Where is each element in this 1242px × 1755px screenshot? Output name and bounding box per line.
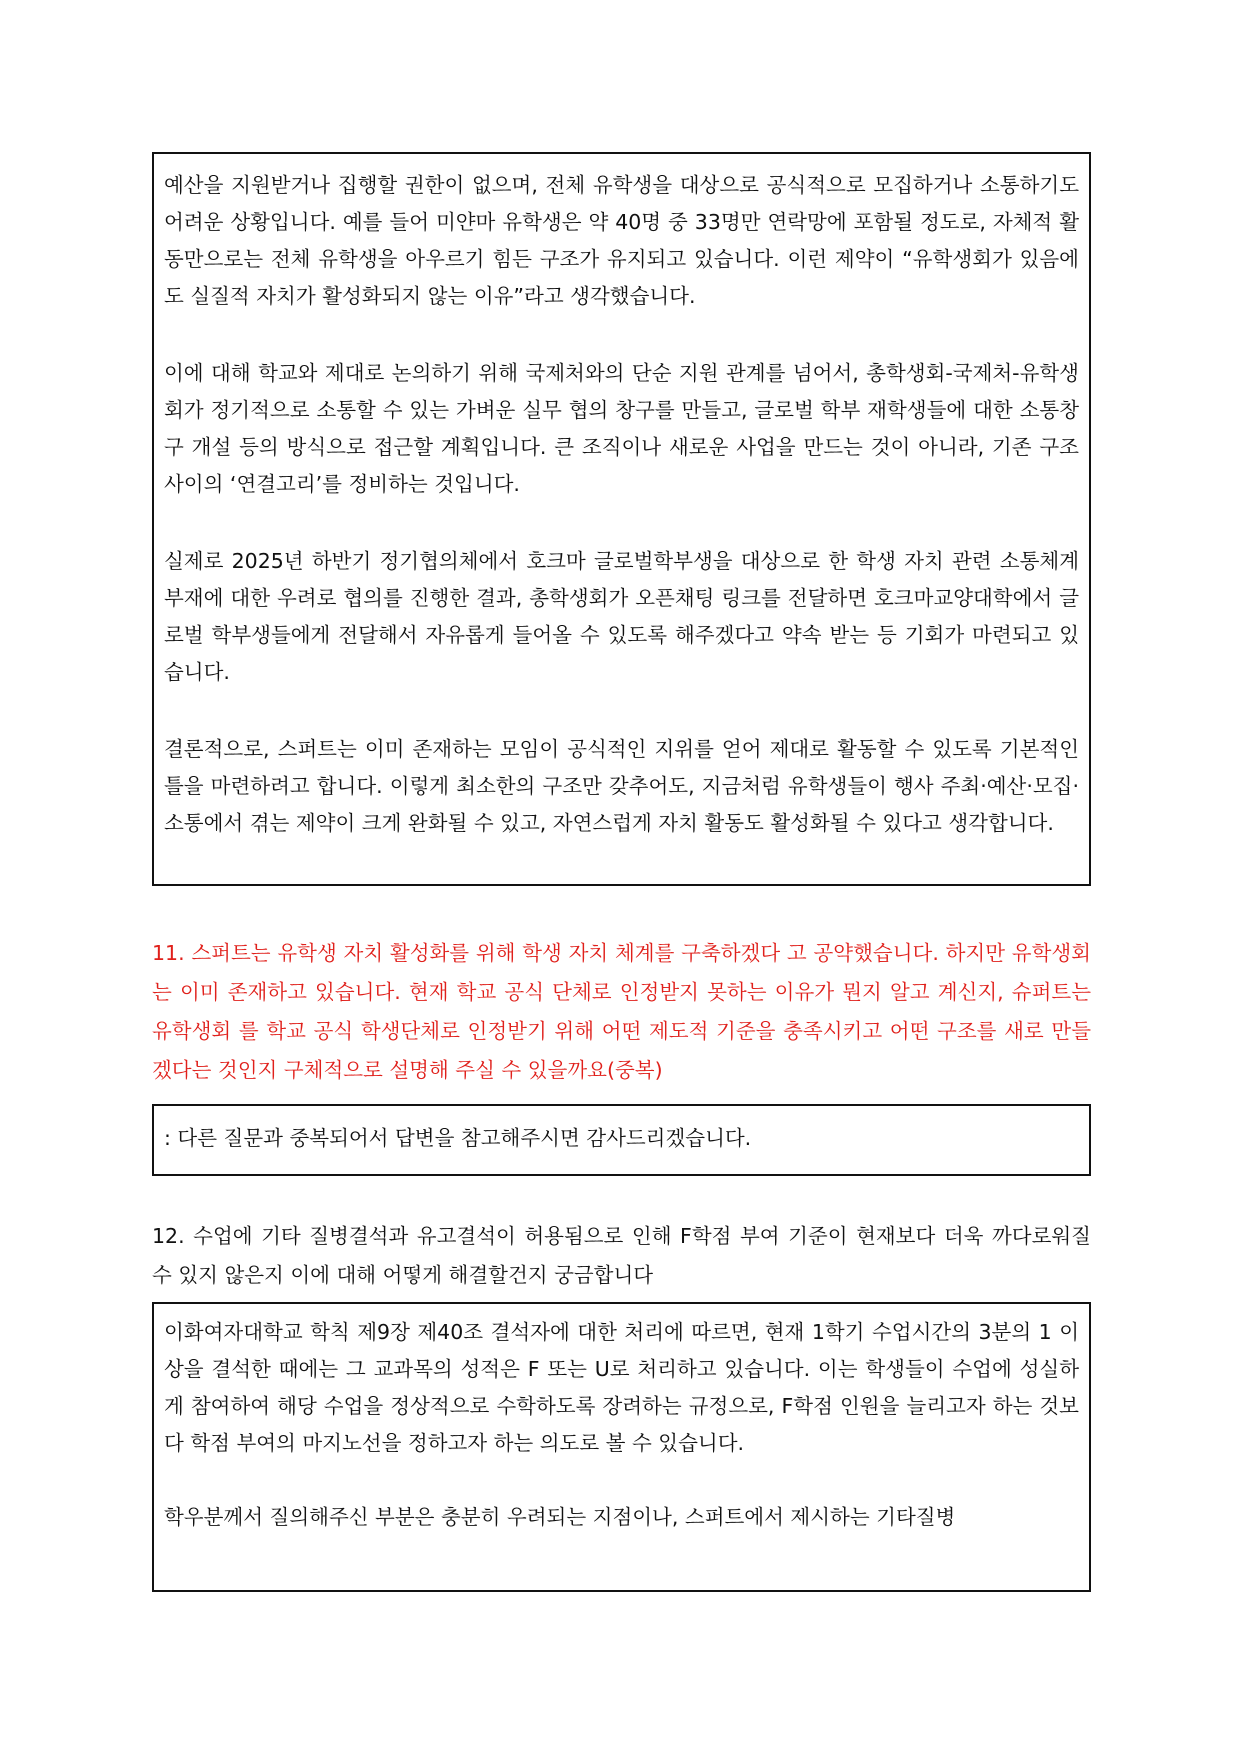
answer-paragraph: : 다른 질문과 중복되어서 답변을 참고해주시면 감사드리겠습니다. xyxy=(164,1126,752,1150)
answer-box-10 xyxy=(152,152,1091,886)
answer-box-12 xyxy=(152,1302,1091,1592)
answer-box-11 xyxy=(152,1104,1091,1176)
question-12: 12. 수업에 기타 질병결석과 유고결석이 허용됨으로 인해 F학점 부여 기준이 현재보다 더욱 까다로워질 수 있지 않은지 이에 대해 어떻게 해결할건지 궁금합니다 xyxy=(152,1224,1091,1287)
answer-paragraph: 학우분께서 질의해주신 부분은 충분히 우려되는 지점이나, 스퍼트에서 제시하는 기타질병 xyxy=(164,1505,956,1529)
answer-paragraph: 결론적으로, 스퍼트는 이미 존재하는 모임이 공식적인 지위를 얻어 제대로 활동할 수 있도록 기본적인 틀을 마련하려고 합니다. 이렇게 최소한의 구조만 갖추어도, 지금처럼 유학생들이 행사 주최·예산·모집·소통에서 겪는 제약이 크게 완화될 수 있고, 자연스럽게 자치 활동도 활성화될 수 있다고 생각합니다. xyxy=(164,737,1079,835)
answer-paragraph: 이에 대해 학교와 제대로 논의하기 위해 국제처와의 단순 지원 관계를 넘어서, 총학생회-국제처-유학생회가 정기적으로 소통할 수 있는 가벼운 실무 협의 창구를 만들고, 글로벌 학부 재학생들에 대한 소통창구 개설 등의 방식으로 접근할 계획입니다. 큰 조직이나 새로운 사업을 만드는 것이 아니라, 기존 구조 사이의 ‘연결고리’를 정비하는 것입니다. xyxy=(164,361,1079,496)
answer-paragraph: 예산을 지원받거나 집행할 권한이 없으며, 전체 유학생을 대상으로 공식적으로 모집하거나 소통하기도 어려운 상황입니다. 예를 들어 미얀마 유학생은 약 40명 중 33명만 연락망에 포함될 정도로, 자체적 활동만으로는 전체 유학생을 아우르기 힘든 구조가 유지되고 있습니다. 이런 제약이 “유학생회가 있음에도 실질적 자치가 활성화되지 않는 이유”라고 생각했습니다. xyxy=(164,173,1079,308)
answer-paragraph: 이화여자대학교 학칙 제9장 제40조 결석자에 대한 처리에 따르면, 현재 1학기 수업시간의 3분의 1 이상을 결석한 때에는 그 교과목의 성적은 F 또는 U로 처리하고 있습니다. 이는 학생들이 수업에 성실하게 참여하여 해당 수업을 정상적으로 수학하도록 장려하는 규정으로, F학점 인원을 늘리고자 하는 것보다 학점 부여의 마지노선을 정하고자 하는 의도로 볼 수 있습니다. xyxy=(164,1320,1079,1455)
answer-paragraph: 실제로 2025년 하반기 정기협의체에서 호크마 글로벌학부생을 대상으로 한 학생 자치 관련 소통체계 부재에 대한 우려로 협의를 진행한 결과, 총학생회가 오픈채팅 링크를 전달하면 호크마교양대학에서 글로벌 학부생들에게 전달해서 자유롭게 들어올 수 있도록 해주겠다고 약속 받는 등 기회가 마련되고 있습니다. xyxy=(164,549,1079,684)
question-11: 11. 스퍼트는 유학생 자치 활성화를 위해 학생 자치 체계를 구축하겠다 고 공약했습니다. 하지만 유학생회는 이미 존재하고 있습니다. 현재 학교 공식 단체로 인정받지 못하는 이유가 뭔지 알고 계신지, 슈퍼트는 유학생회 를 학교 공식 학생단체로 인정받기 위해 어떤 제도적 기준을 충족시키고 어떤 구조를 새로 만들겠다는 것인지 구체적으로 설명해 주실 수 있을까요(중복) xyxy=(152,941,1091,1082)
